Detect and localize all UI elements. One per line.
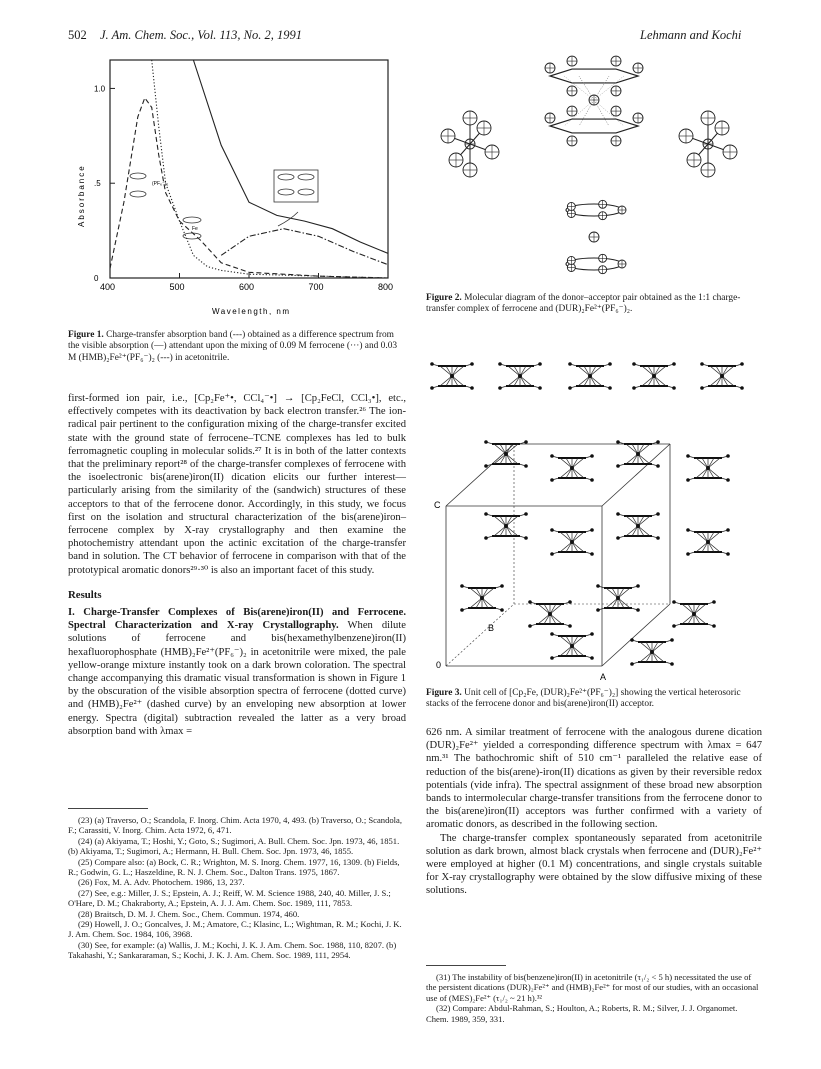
methyl-atom-icon [545, 113, 555, 123]
reference-item: (24) (a) Akiyama, T.; Hoshi, Y.; Goto, S.; Sugimori, A. Bull. Chem. Soc. Jpn. 1973, 46, 1851. (b) Akiyama, T.; Sugimori, A.; Hermann, H. Bull. Chem. Soc. Jpn. 1973, 46, 1855. [68, 835, 400, 857]
sandwich-molecule-icon [686, 454, 730, 482]
paragraph-results-text: When dilute solutions of ferrocene and bis(hexamethylbenzene)iron(II) hexafluorophosphate (HMB)₂Fe²⁺(PF₆⁻)₂ in acetonitrile were mixed, the pale yellow-orange mixture instantly took on a dark brown coloration. The spectral change accompanying this dramatic visual transformation is shown in Figure 1 by the obscuration of the visible absorption spectra of ferrocene (dotted curve) and (HMB)₂Fe²⁺ (dashed curve) by an enveloping new absorption at lower energy. Spectra (digital) subtraction revealed the latter as a very broad absorption band with λmax = [68, 620, 406, 737]
sandwich-molecule-icon [672, 600, 716, 628]
series-line-dash-dot [221, 229, 388, 265]
sandwich-molecule-icon [632, 362, 676, 390]
fluorine-atom-icon [715, 121, 729, 135]
fluorine-atom-icon [485, 145, 499, 159]
plot-frame [110, 60, 388, 278]
sandwich-molecule-icon [484, 512, 528, 540]
figure1-caption-label: Figure 1. [68, 330, 104, 340]
fluorine-atom-icon [463, 163, 477, 177]
methyl-atom-icon [567, 56, 577, 66]
fluorine-atom-icon [701, 111, 715, 125]
axis-label-origin: 0 [436, 660, 442, 670]
paragraph-626nm: 626 nm. A similar treatment of ferrocene with the analogous durene dication (DUR)₂Fe²⁺ yielded a corresponding difference spectrum with λmax = 647 nm.³¹ The bathochromic shift of 510 cm⁻¹ paralleled the relative ease of reduction of the bis(arene)-iron(II) dications as given by their reversible redox potentials (vide infra). The spectral assignment of these broad new absorption bands to intermolecular charge-transfer transitions from the ferrocene donor to the bis(arene)iron(II) acceptors was further confirmed with a variety of aromatic donors, as described in the following section. [426, 727, 762, 831]
methyl-atom-icon [567, 106, 577, 116]
running-authors: Lehmann and Kochi [640, 28, 742, 42]
sandwich-molecule-icon [596, 584, 640, 612]
x-tick-label: 400 [100, 282, 116, 292]
figure1-caption-text: Charge-transfer absorption band (---) obtained as a difference spectrum from the visible absorption (—) attendant upon the mixing of 0.09 M ferrocene (···) and 0.03 M (HMB)₂Fe²⁺(PF₆⁻)₂ (---) in acetonitrile. [68, 330, 398, 363]
x-axis-label: Wavelength, nm [212, 307, 291, 316]
reference-item: (25) Compare also: (a) Bock, C. R.; Wrighton, M. S. Inorg. Chem. 1977, 16, 1309. (b) Fields, R.; Godwin, G. L.; Haszeldine, R. N. J. Chem. Soc., Dalton Trans. 1975, 1867. [68, 856, 400, 878]
right-column-body [426, 726, 762, 898]
page-number: 502 [68, 28, 87, 42]
fluorine-atom-icon [701, 163, 715, 177]
carbon-atom-icon [618, 206, 626, 214]
inset-label-fe: Fe [192, 226, 198, 232]
figure2-molecular-diagram [422, 52, 762, 292]
paragraph-results [68, 606, 406, 738]
sandwich-molecule-icon [700, 362, 744, 390]
paragraph-intro: first-formed ion pair, i.e., [Cp₂Fe⁺•, CCl₄⁻•] → [Cp₂FeCl, CCl₃•], etc., effectively competes with its deactivation by back electron transfer.²⁶ The ion-radical pair pertinent to the configuration mixing of the charge-transfer excited state with the ground state of ferrocene–TCNE complexes has led to bulk ferromagnetic coupling in molecular solids.²⁷ It is in both of the latter contexts that the preliminary report²⁸ of the charge-transfer complexes of ferrocene with the isoelectronic bis(arene)iron(II) dication elicits our further interest—particularly arising from the similarity of the (sandwich) structures of these acceptors to that of the ferrocene donor. Accordingly, in this study, we focus first on the isolation and structural characterization of the bis(arene)iron–ferrocene complex by X-ray crystallography and then examine the photochemistry attendant upon the actinic excitation of the charge-transfer band in solution. The CT behavior of ferrocene in comparison with that of the prototypical aromatic donors²⁹·³⁰ is also an important facet of this study. [68, 393, 406, 576]
inset-label-pf6: (PF₆⁻)₂ [152, 181, 169, 187]
methyl-atom-icon [611, 86, 621, 96]
arene-ring-icon [550, 119, 638, 133]
x-tick-label: 500 [169, 282, 185, 292]
carbon-atom-icon [567, 256, 575, 264]
reference-item: (27) See, e.g.: Miller, J. S.; Epstein, A. J.; Reiff, W. M. Science 1988, 240, 40. Miller, J. S.; O'Hare, D. M.; Chakraborty, A.; Epstein, A. J. J. Am. Chem. Soc. 1989, 111, 7853. [68, 887, 391, 909]
figure2-caption-label: Figure 2. [426, 293, 462, 303]
footnote-rule-right [426, 965, 506, 966]
sandwich-molecule-icon [550, 632, 594, 660]
x-tick-label: 700 [308, 282, 324, 292]
x-tick-label: 600 [239, 282, 255, 292]
methyl-atom-icon [567, 136, 577, 146]
reference-item: (29) Howell, J. O.; Goncalves, J. M.; Amatore, C.; Klasinc, L.; Wightman, R. M.; Kochi, J. K. J. Am. Chem. Soc. 1984, 106, 3968. [68, 919, 402, 940]
subsection-heading: I. Charge-Transfer Complexes of Bis(arene)iron(II) and Ferrocene. Spectral Characterization and X-ray Crystallography. [68, 607, 406, 632]
figure3-caption [426, 688, 762, 711]
figure2-caption-text: Molecular diagram of the donor–acceptor pair obtained as the 1:1 charge-transfer complex of ferrocene and (DUR)₂Fe²⁺(PF₆⁻)₂. [426, 293, 741, 315]
reference-item: (32) Compare: Abdul-Rahman, S.; Houlton, A.; Roberts, R. M.; Silver, J. J. Organomet. Chem. 1989, 359, 331. [426, 1003, 738, 1024]
right-references [426, 972, 762, 1024]
sandwich-molecule-icon [550, 454, 594, 482]
methyl-atom-icon [545, 63, 555, 73]
figure3-caption-label: Figure 3. [426, 688, 462, 698]
hmb-dication-inset-icon [130, 173, 146, 197]
methyl-atom-icon [611, 56, 621, 66]
sandwich-molecule-icon [498, 362, 542, 390]
y-tick-label: 0 [94, 274, 99, 283]
sandwich-molecule-icon [616, 512, 660, 540]
ion-pair-inset-icon [274, 170, 318, 226]
methyl-atom-icon [633, 63, 643, 73]
fluorine-atom-icon [449, 153, 463, 167]
y-axis-label: Absorbance [77, 164, 86, 227]
y-tick-label: .5 [94, 179, 101, 189]
left-references [68, 815, 406, 961]
sandwich-molecule-icon [550, 528, 594, 556]
carbon-atom-icon [567, 202, 575, 210]
figure3-unit-cell [422, 336, 762, 684]
reference-item: (28) Braitsch, D. M. J. Chem. Soc., Chem. Commun. 1974, 460. [78, 908, 300, 919]
carbon-atom-icon [599, 212, 607, 220]
carbon-atom-icon [599, 200, 607, 208]
arene-ring-icon [550, 69, 638, 83]
reference-item: (31) The instability of bis(benzene)iron(II) in acetonitrile (τ₁/₂ < 5 h) necessitated the use of the persistent dications (DUR)₂Fe²⁺ and (HMB)₂Fe²⁺ for most of our studies, with an occasional use of (MES)₂Fe²⁺ (τ₁/₂ ~ 21 h).³² [426, 972, 759, 1003]
reference-item: (23) (a) Traverso, O.; Scandola, F. Inorg. Chim. Acta 1970, 4, 493. (b) Traverso, O.; Scandola, F.; Carassiti, V. Inorg. Chim. Acta 1972, 6, 471. [68, 815, 403, 836]
methyl-atom-icon [611, 106, 621, 116]
fluorine-atom-icon [441, 129, 455, 143]
left-column-body [68, 392, 406, 738]
carbon-atom-icon [618, 260, 626, 268]
axis-label-c: C [434, 500, 441, 510]
axis-label-a: A [600, 672, 607, 682]
journal-citation: J. Am. Chem. Soc., Vol. 113, No. 2, 1991 [100, 28, 302, 42]
y-tick-label: 1.0 [94, 84, 106, 94]
paragraph-crystals: The charge-transfer complex spontaneously separated from acetonitrile solution as dark brown, almost black crystals when ferrocene and (DUR)₂Fe²⁺ were employed at higher (0.1 M) concentrations, and single crystals suitable for X-ray crystallography were obtained by the slow diffusive mixing of these solutions. [426, 832, 762, 897]
fluorine-atom-icon [477, 121, 491, 135]
figure3-caption-text: Unit cell of [Cp₂Fe, (DUR)₂Fe²⁺(PF₆⁻)₂] showing the vertical heterosoric stacks of the ferrocene donor and bis(arene)iron(II) acceptor. [426, 688, 741, 710]
sandwich-molecule-icon [460, 584, 504, 612]
sandwich-molecule-icon [630, 638, 674, 666]
figure1-chart [62, 52, 402, 324]
series-line-dashed [110, 98, 388, 278]
footnote-rule-left [68, 808, 148, 809]
figure2-caption [426, 293, 762, 316]
methyl-atom-icon [611, 136, 621, 146]
carbon-atom-icon [599, 266, 607, 274]
carbon-atom-icon [599, 254, 607, 262]
reference-item: (26) Fox, M. A. Adv. Photochem. 1986, 13, 237. [78, 877, 245, 888]
fluorine-atom-icon [463, 111, 477, 125]
fluorine-atom-icon [723, 145, 737, 159]
sandwich-molecule-icon [568, 362, 612, 390]
figure1-caption [68, 330, 404, 364]
methyl-atom-icon [633, 113, 643, 123]
reference-item: (30) See, for example: (a) Wallis, J. M.; Kochi, J. K. J. Am. Chem. Soc. 1988, 110, 8207. (b) Takahashi, Y.; Sankararaman, S.; Kochi, J. K. J. Am. Chem. Soc. 1989, 111, 2954. [68, 939, 397, 961]
fluorine-atom-icon [679, 129, 693, 143]
sandwich-molecule-icon [528, 600, 572, 628]
section-heading-results: Results [68, 588, 102, 601]
methyl-atom-icon [567, 86, 577, 96]
iron-atom-icon [589, 232, 599, 242]
sandwich-molecule-icon [430, 362, 474, 390]
series-line-solid [159, 60, 388, 253]
axis-label-b: B [488, 623, 495, 633]
fluorine-atom-icon [687, 153, 701, 167]
series-line-dotted [152, 60, 388, 278]
x-tick-label: 800 [378, 282, 394, 292]
sandwich-molecule-icon [686, 528, 730, 556]
